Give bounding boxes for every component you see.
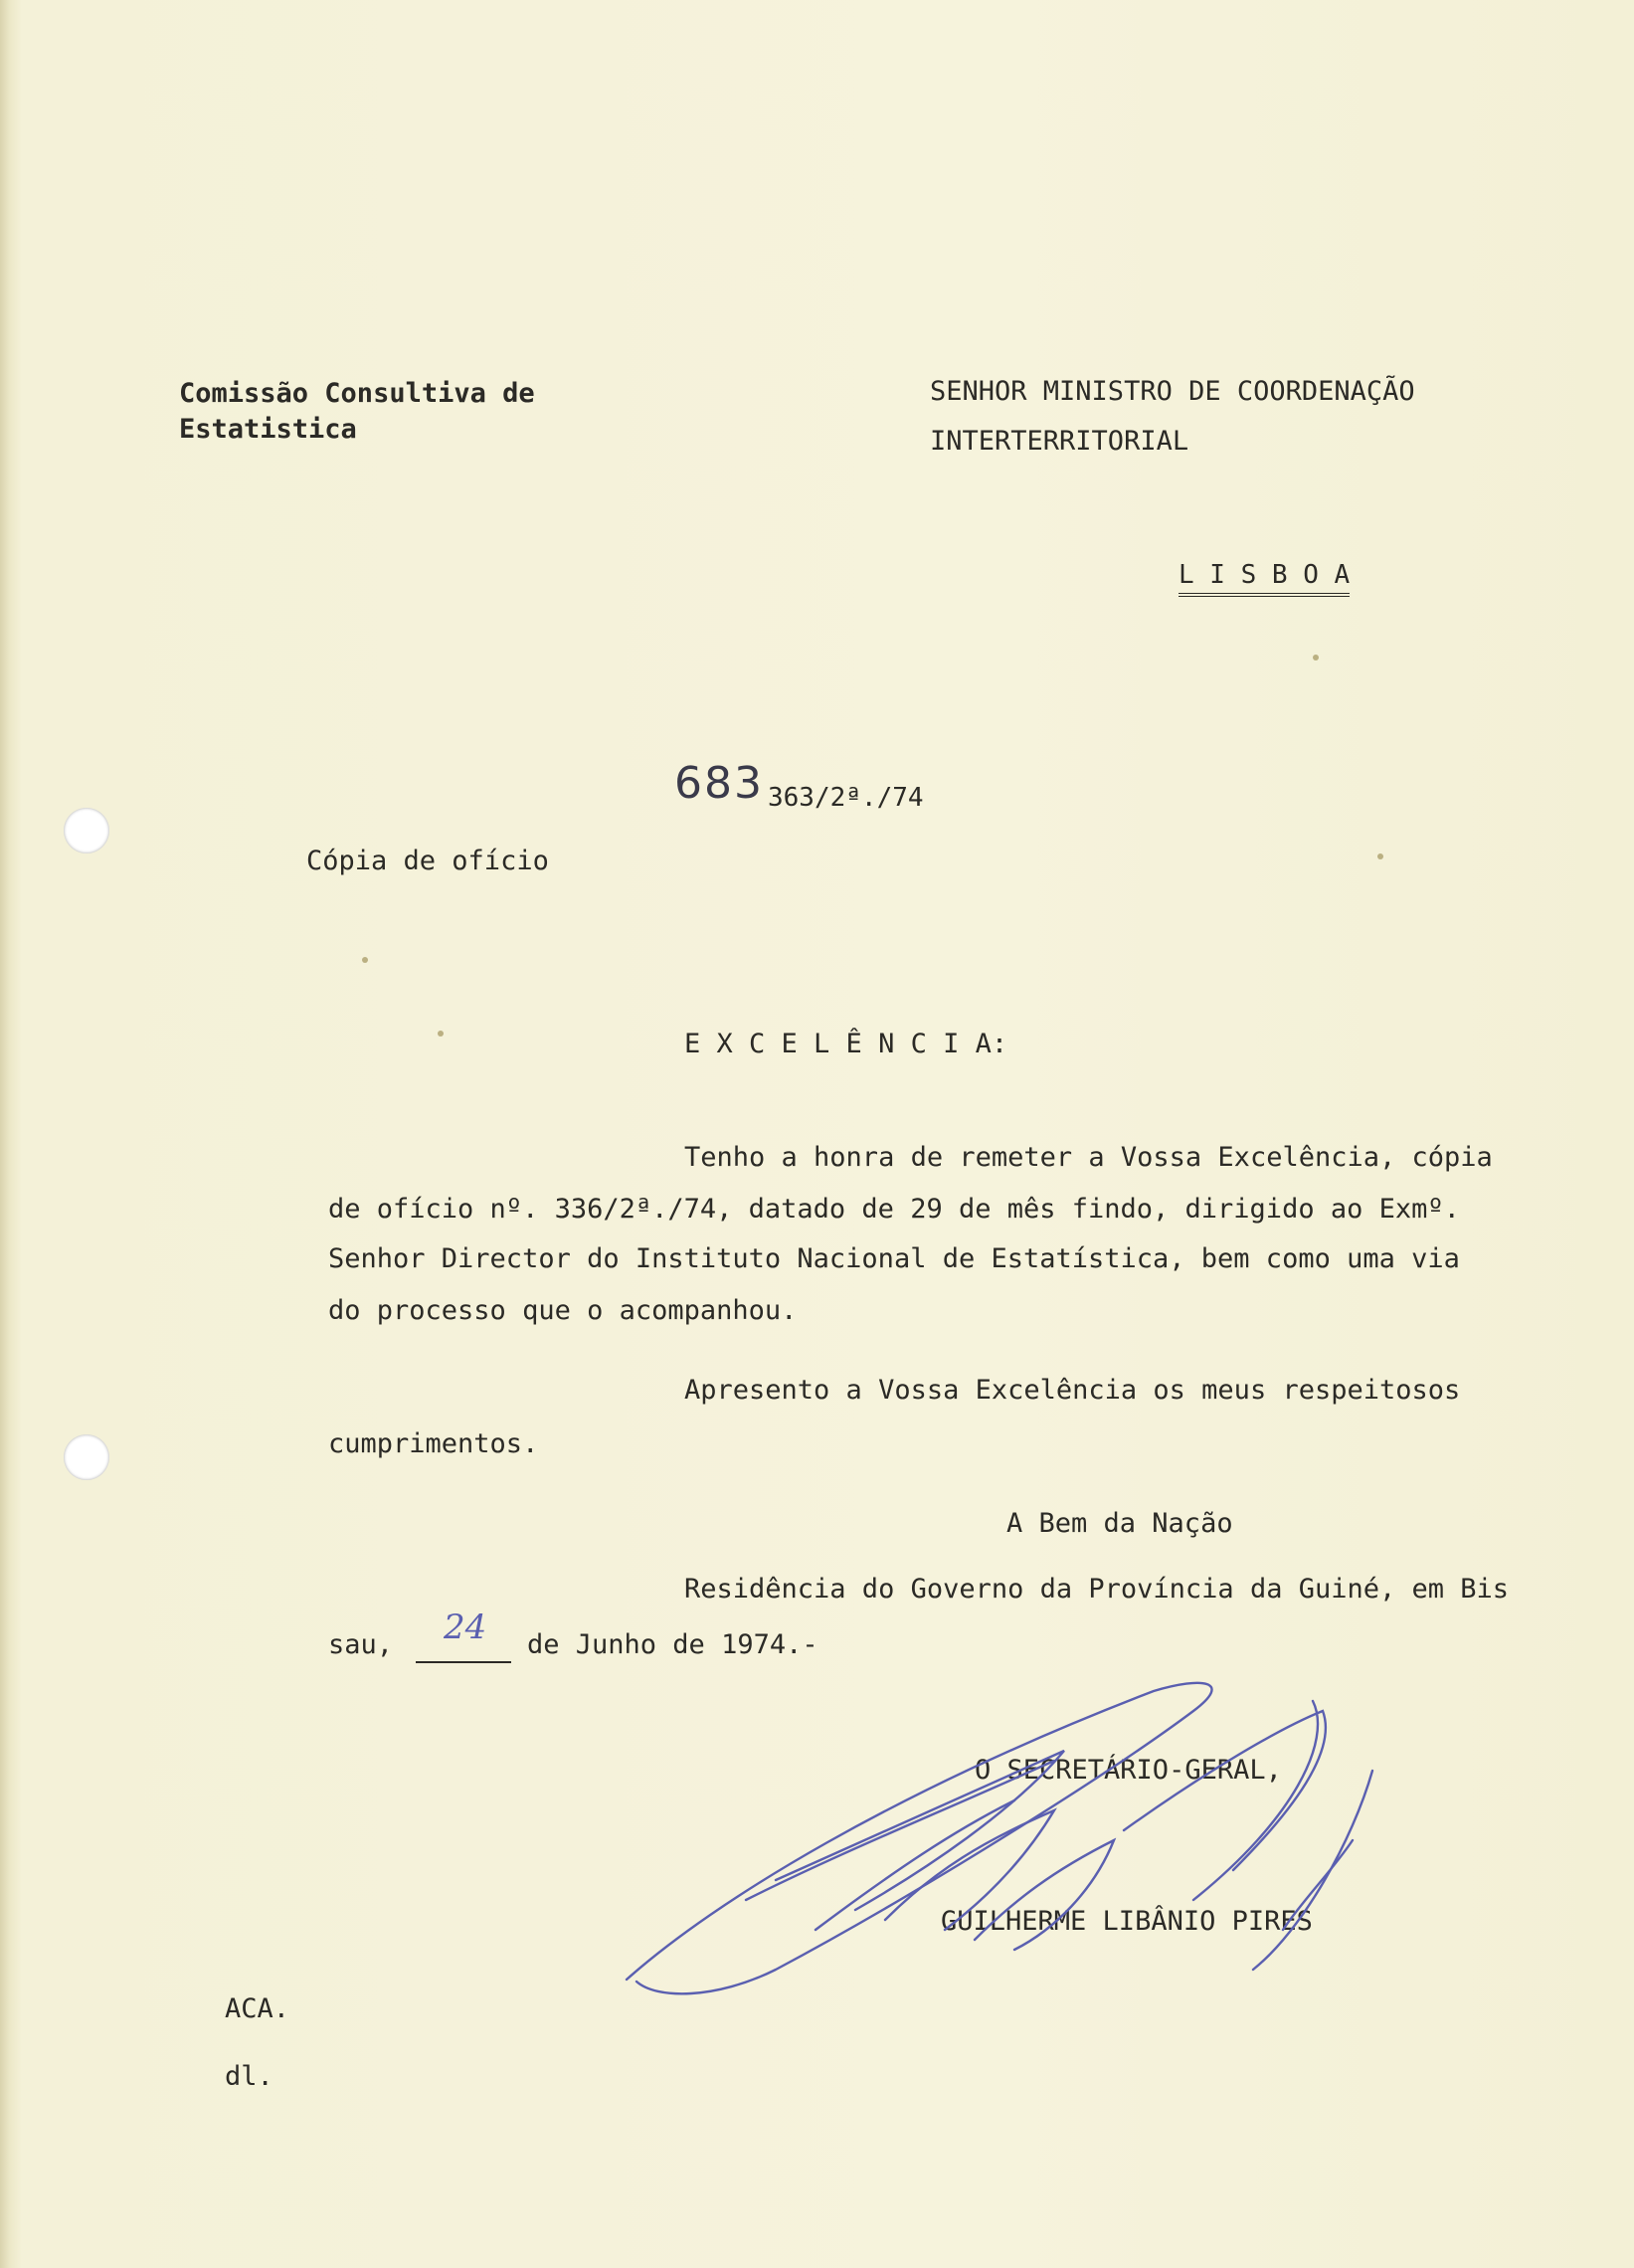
- sender-line-1: Comissão Consultiva de: [179, 378, 535, 409]
- body-p1-line3: Senhor Director do Instituto Nacional de Estatística, bem como uma via: [328, 1243, 1460, 1274]
- initials-line1: ACA.: [225, 1993, 290, 2024]
- paper-speck: [362, 957, 368, 963]
- body-p1-line4: do processo que o acompanhou.: [328, 1295, 798, 1326]
- stamp-number: 683: [674, 758, 764, 809]
- salutation: E X C E L Ê N C I A:: [684, 1029, 1008, 1059]
- doc-type: Cópia de ofício: [306, 846, 549, 876]
- recipient-line-2: INTERTERRITORIAL: [930, 426, 1189, 457]
- paper-speck: [1377, 853, 1383, 859]
- punch-hole-bottom: [64, 1434, 109, 1480]
- recipient-line-1: SENHOR MINISTRO DE COORDENAÇÃO: [930, 376, 1415, 407]
- body-p1-line1: Tenho a honra de remeter a Vossa Excelência, cópia: [684, 1142, 1493, 1173]
- place-date-suffix: de Junho de 1974.-: [527, 1629, 818, 1660]
- sender-line-2: Estatistica: [179, 414, 357, 445]
- place-date-prefix: sau,: [328, 1629, 394, 1660]
- initials-line2: dl.: [225, 2061, 273, 2092]
- place-date-line1: Residência do Governo da Província da Guiné, em Bis: [684, 1574, 1510, 1605]
- body-p2-line2: cumprimentos.: [328, 1428, 539, 1459]
- body-p2-line1: Apresento a Vossa Excelência os meus respeitosos: [684, 1375, 1461, 1406]
- handwritten-signature: [597, 1671, 1452, 1999]
- paper-speck: [1313, 655, 1319, 661]
- closing: A Bem da Nação: [1006, 1508, 1233, 1539]
- signatory-name: GUILHERME LIBÂNIO PIRES: [941, 1906, 1313, 1937]
- punch-hole-top: [64, 808, 109, 853]
- recipient-city: L I S B O A: [1179, 557, 1350, 597]
- body-p1-line2: de ofício nº. 336/2ª./74, datado de 29 de mês findo, dirigido ao Exmº.: [328, 1194, 1460, 1225]
- paper-speck: [438, 1031, 444, 1037]
- handwritten-day: 24: [444, 1607, 487, 1647]
- signatory-title: O SECRETÁRIO-GERAL,: [975, 1755, 1282, 1786]
- reference-number: 363/2ª./74: [768, 783, 924, 813]
